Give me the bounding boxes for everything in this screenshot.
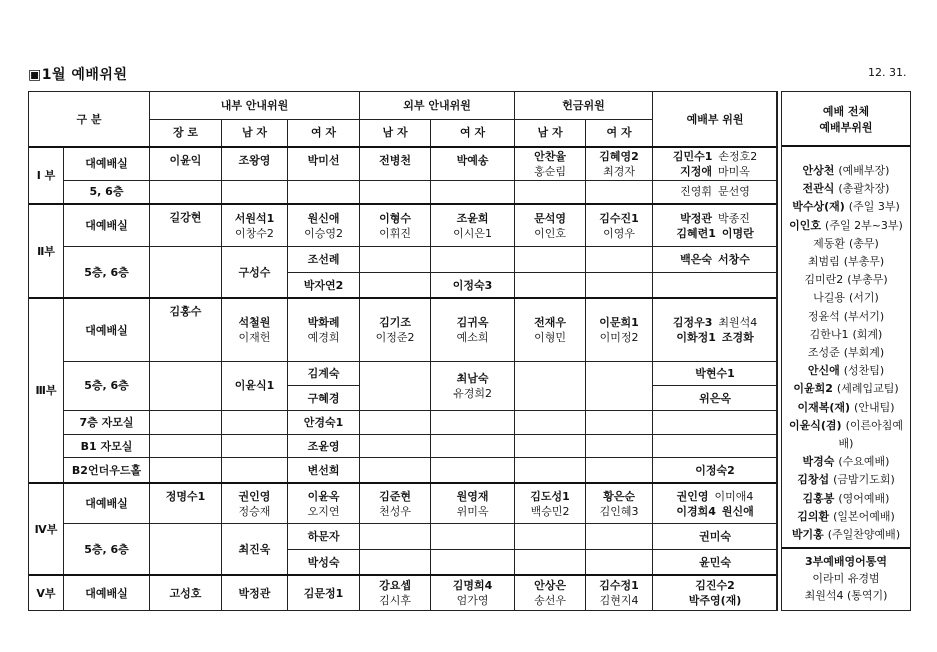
location-cell: 대예배실 bbox=[64, 483, 150, 524]
location-cell: 대예배실 bbox=[64, 204, 150, 247]
committee-member bbox=[782, 362, 910, 380]
committee-member bbox=[782, 490, 910, 508]
inner-usher-header: 내부 안내위원 bbox=[150, 92, 360, 120]
person-name: 김기조 bbox=[379, 316, 411, 330]
table-row bbox=[29, 361, 778, 386]
elder-header: 장 로 bbox=[150, 119, 222, 147]
table-row bbox=[29, 147, 778, 180]
person-name: 이형수 bbox=[379, 211, 411, 225]
inner-female-cell: 김계숙 bbox=[288, 361, 360, 386]
side-header-line: 예배부위원 bbox=[819, 121, 873, 134]
table-row bbox=[29, 434, 778, 458]
location-cell: 대예배실 bbox=[64, 147, 150, 180]
committee-member bbox=[782, 217, 910, 235]
person-name: 김인혜3 bbox=[599, 504, 639, 518]
worship-committee-header: 예배부 위원 bbox=[653, 92, 778, 148]
part-label: Ⅲ부 bbox=[29, 298, 64, 482]
outer-female-cell bbox=[431, 361, 515, 410]
member-role: (총무) bbox=[849, 236, 879, 250]
person-name: 김현지4 bbox=[599, 594, 639, 608]
offering-male-cell bbox=[515, 204, 586, 247]
member-role: (부서기) bbox=[843, 309, 885, 323]
member-role: (주일 2부~3부) bbox=[825, 218, 903, 232]
person-name: 김도성1 bbox=[530, 489, 570, 503]
person-name: 이영우 bbox=[603, 226, 635, 240]
person-name: 김혜영2 bbox=[599, 149, 639, 163]
person-name: 이휘진 bbox=[379, 226, 411, 240]
member-role: (주일찬양예배) bbox=[827, 528, 901, 542]
person-name: 서창수 bbox=[718, 253, 750, 267]
inner-female-cell: 김문정1 bbox=[288, 575, 360, 610]
member-name: 안상천 bbox=[802, 164, 835, 177]
committee-member bbox=[782, 253, 910, 271]
worship-cell: 박현수1 bbox=[653, 361, 778, 386]
outer-female-cell: 이정숙3 bbox=[431, 273, 515, 299]
inner-male-cell bbox=[222, 483, 288, 524]
page-title: ▣1월 예배위원 bbox=[28, 67, 128, 83]
outer-female-cell: 박예송 bbox=[431, 147, 515, 180]
person-name: 정승재 bbox=[238, 504, 271, 518]
inner-female-cell: 박성숙 bbox=[288, 550, 360, 576]
inner-female-cell bbox=[288, 298, 360, 361]
person-name: 이명란 bbox=[721, 226, 754, 240]
location-cell: 5층, 6층 bbox=[64, 361, 150, 410]
person-name: 이미정2 bbox=[599, 331, 639, 345]
person-name: 서원석1 bbox=[234, 211, 275, 225]
inner-male-cell: 박정관 bbox=[222, 575, 288, 610]
person-name: 최경자 bbox=[603, 164, 635, 178]
person-name: 김수정1 bbox=[599, 579, 639, 593]
person-name: 권인영 bbox=[238, 489, 271, 503]
inner-male-cell: 구성수 bbox=[222, 247, 288, 298]
member-name: 제동환 bbox=[813, 236, 846, 250]
person-name: 안상은 bbox=[534, 579, 566, 593]
committee-member bbox=[782, 326, 910, 344]
member-role: (주일 3부) bbox=[848, 200, 900, 214]
member-name: 조성준 bbox=[807, 346, 840, 360]
female-header: 여 자 bbox=[586, 119, 653, 147]
person-name: 홍순림 bbox=[534, 164, 566, 178]
outer-male-cell bbox=[360, 575, 431, 610]
committee-member bbox=[782, 526, 910, 544]
table-row bbox=[29, 204, 778, 247]
person-name: 원신애 bbox=[721, 504, 754, 518]
member-role: (예배부장) bbox=[838, 164, 890, 177]
male-header: 남 자 bbox=[360, 119, 431, 147]
worship-cell: 윤민숙 bbox=[653, 550, 778, 576]
member-name: 김창섭 bbox=[797, 473, 830, 487]
member-role: (부회계) bbox=[843, 346, 885, 360]
person-name: 황은순 bbox=[603, 489, 635, 503]
table-row bbox=[29, 483, 778, 524]
person-name: 백승민2 bbox=[530, 504, 570, 518]
offering-header: 헌금위원 bbox=[515, 92, 653, 120]
member-name: 박수상(재) bbox=[792, 200, 845, 214]
committee-member bbox=[782, 380, 910, 398]
member-role: (이른아침예배) bbox=[838, 418, 903, 451]
person-name: 문석영 bbox=[534, 211, 566, 225]
offering-male-cell bbox=[515, 483, 586, 524]
part-label: Ⅳ부 bbox=[29, 483, 64, 576]
person-name: 최원석4 bbox=[718, 316, 758, 330]
offering-male-cell bbox=[515, 147, 586, 180]
person-name: 손정호2 bbox=[718, 149, 758, 163]
worship-cell bbox=[653, 247, 778, 273]
location-cell: 5층, 6층 bbox=[64, 524, 150, 575]
part-label: Ⅱ부 bbox=[29, 204, 64, 299]
member-role: (세례입교팀) bbox=[836, 382, 899, 396]
person-name: 전재우 bbox=[534, 316, 566, 330]
member-name: 전관식 bbox=[802, 182, 835, 196]
person-name: 박종진 bbox=[718, 211, 750, 225]
location-cell: 5층, 6층 bbox=[64, 247, 150, 298]
member-role: (안내팀) bbox=[854, 400, 895, 414]
person-name: 마미옥 bbox=[718, 164, 750, 178]
member-name: 나길용 bbox=[813, 291, 846, 305]
inner-male-cell: 최진욱 bbox=[222, 524, 288, 575]
location-cell: B2언더우드홀 bbox=[64, 458, 150, 483]
worship-cell bbox=[653, 298, 778, 361]
committee-member bbox=[782, 399, 910, 417]
inner-female-cell: 조선례 bbox=[288, 247, 360, 273]
person-name: 이미애4 bbox=[714, 489, 754, 503]
elder-cell: 이윤익 bbox=[150, 147, 222, 180]
elder-cell: 김홍수 bbox=[150, 298, 222, 361]
side-header bbox=[782, 92, 910, 147]
inner-female-cell: 조윤영 bbox=[288, 434, 360, 458]
person-name: 이경희4 bbox=[676, 504, 716, 518]
member-role: (성찬팀) bbox=[843, 364, 885, 378]
person-name: 석철원 bbox=[238, 316, 271, 330]
location-cell: 대예배실 bbox=[64, 575, 150, 610]
member-role: (일본어예배) bbox=[833, 509, 895, 523]
worship-cell bbox=[653, 575, 778, 610]
committee-member bbox=[782, 344, 910, 362]
committee-member bbox=[782, 271, 910, 289]
person-name: 박정관 bbox=[680, 211, 713, 225]
inner-female-cell bbox=[288, 204, 360, 247]
table-row bbox=[29, 575, 778, 610]
person-name: 이승영2 bbox=[304, 226, 343, 240]
inner-male-cell bbox=[222, 298, 288, 361]
person-name: 유경희2 bbox=[453, 386, 492, 400]
member-name: 안신애 bbox=[807, 364, 840, 378]
committee-member bbox=[782, 308, 910, 326]
person-name: 김귀옥 bbox=[456, 316, 489, 330]
offering-male-cell bbox=[515, 575, 586, 610]
committee-member bbox=[782, 471, 910, 489]
interpreter-names: 이라미 유경범 bbox=[812, 572, 880, 585]
member-name: 이인호 bbox=[789, 218, 822, 232]
outer-female-cell bbox=[431, 483, 515, 524]
committee-list bbox=[782, 162, 910, 544]
person-name: 오지연 bbox=[307, 504, 340, 518]
person-name: 문선영 bbox=[718, 185, 750, 199]
person-name: 원영재 bbox=[456, 489, 489, 503]
member-role: (수요예배) bbox=[838, 455, 890, 469]
person-name: 이창수2 bbox=[235, 226, 274, 240]
outer-male-cell: 전병천 bbox=[360, 147, 431, 180]
person-name: 지정애 bbox=[680, 164, 713, 178]
person-name: 백은숙 bbox=[680, 253, 713, 267]
person-name: 천성우 bbox=[379, 504, 411, 518]
person-name: 조윤희 bbox=[456, 211, 489, 225]
table-row bbox=[29, 524, 778, 550]
person-name: 예경희 bbox=[307, 331, 340, 345]
committee-member bbox=[782, 235, 910, 253]
inner-female-cell bbox=[288, 483, 360, 524]
committee-member bbox=[782, 180, 910, 198]
committee-member bbox=[782, 162, 910, 180]
person-name: 김진수2 bbox=[695, 579, 735, 593]
committee-member bbox=[782, 289, 910, 307]
gubun-header: 구 분 bbox=[29, 92, 150, 148]
member-name: 이재복(재) bbox=[797, 400, 851, 414]
worship-cell: 위은옥 bbox=[653, 386, 778, 411]
person-name: 김수진1 bbox=[599, 211, 639, 225]
person-name: 이시은1 bbox=[453, 226, 492, 240]
inner-female-cell: 구혜경 bbox=[288, 386, 360, 411]
interpreter-title: 3부예배영어통역 bbox=[804, 555, 888, 568]
elder-cell: 길강현 bbox=[150, 204, 222, 247]
member-role: (영어예배) bbox=[838, 491, 890, 505]
committee-member bbox=[782, 198, 910, 216]
interpreter-box bbox=[782, 547, 910, 610]
member-role: (회계) bbox=[852, 327, 883, 341]
committee-member bbox=[782, 453, 910, 471]
male-header: 남 자 bbox=[222, 119, 288, 147]
person-name: 김명희4 bbox=[452, 579, 493, 593]
location-cell: 대예배실 bbox=[64, 298, 150, 361]
outer-male-cell bbox=[360, 483, 431, 524]
member-role: (금밤기도회) bbox=[833, 473, 895, 487]
offering-female-cell bbox=[586, 483, 653, 524]
person-name: 원신애 bbox=[307, 211, 340, 225]
member-name: 김의환 bbox=[797, 509, 830, 523]
table-row bbox=[29, 458, 778, 483]
male-header: 남 자 bbox=[515, 119, 586, 147]
member-role: (총괄차장) bbox=[838, 182, 890, 196]
member-role: (부총무) bbox=[843, 255, 885, 269]
offering-female-cell bbox=[586, 575, 653, 610]
person-name: 박주영(재) bbox=[688, 594, 742, 608]
location-cell: B1 자모실 bbox=[64, 434, 150, 458]
outer-usher-header: 외부 안내위원 bbox=[360, 92, 515, 120]
person-name: 김시후 bbox=[379, 594, 411, 608]
worship-cell: 권미숙 bbox=[653, 524, 778, 550]
inner-male-cell: 이윤식1 bbox=[222, 361, 288, 410]
person-name: 박화례 bbox=[307, 316, 340, 330]
worship-cell bbox=[653, 483, 778, 524]
outer-female-cell bbox=[431, 575, 515, 610]
person-name: 이정준2 bbox=[375, 331, 415, 345]
member-name: 이윤희2 bbox=[793, 382, 833, 396]
person-name: 이인호 bbox=[534, 226, 566, 240]
member-role: (부총무) bbox=[847, 273, 888, 287]
worship-cell bbox=[653, 204, 778, 247]
interpreter-names: 최원석4 (통역기) bbox=[804, 589, 888, 602]
member-name: 김한나1 bbox=[809, 327, 849, 341]
person-name: 최남숙 bbox=[456, 371, 489, 385]
person-name: 이윤옥 bbox=[307, 489, 340, 503]
person-name: 이문희1 bbox=[599, 316, 639, 330]
outer-female-cell bbox=[431, 298, 515, 361]
offering-female-cell bbox=[586, 204, 653, 247]
outer-male-cell bbox=[360, 204, 431, 247]
inner-male-cell: 조왕영 bbox=[222, 147, 288, 180]
person-name: 김준현 bbox=[379, 489, 411, 503]
member-name: 박기홍 bbox=[791, 528, 824, 542]
inner-female-cell: 안경숙1 bbox=[288, 411, 360, 435]
worship-cell bbox=[653, 180, 778, 204]
table-row bbox=[29, 247, 778, 273]
offering-female-cell bbox=[586, 298, 653, 361]
person-name: 이화정1 bbox=[676, 331, 716, 345]
inner-female-cell: 변선희 bbox=[288, 458, 360, 483]
person-name: 조경화 bbox=[721, 331, 754, 345]
worship-cell bbox=[653, 147, 778, 180]
table-row bbox=[29, 411, 778, 435]
member-name: 박경숙 bbox=[802, 455, 835, 469]
member-name: 김미란2 bbox=[804, 273, 844, 287]
member-name: 이윤식(겸) bbox=[789, 418, 842, 432]
committee-member bbox=[782, 508, 910, 526]
person-name: 이재헌 bbox=[238, 331, 271, 345]
person-name: 엄가영 bbox=[456, 594, 489, 608]
worship-cell: 이정숙2 bbox=[653, 458, 778, 483]
location-cell: 5, 6층 bbox=[64, 180, 150, 204]
date-label: 12. 31. bbox=[868, 66, 907, 79]
inner-female-cell: 박자연2 bbox=[288, 273, 360, 299]
member-name: 김홍봉 bbox=[802, 491, 835, 505]
side-header-line: 예배 전체 bbox=[822, 105, 870, 118]
elder-cell: 정명수1 bbox=[150, 483, 222, 524]
person-name: 김정우3 bbox=[672, 316, 713, 330]
person-name: 송선우 bbox=[534, 594, 566, 608]
elder-cell: 고성호 bbox=[150, 575, 222, 610]
outer-male-cell bbox=[360, 298, 431, 361]
schedule-table bbox=[28, 91, 778, 611]
member-name: 최범림 bbox=[807, 255, 840, 269]
female-header: 여 자 bbox=[288, 119, 360, 147]
offering-male-cell bbox=[515, 298, 586, 361]
person-name: 권인영 bbox=[676, 489, 709, 503]
person-name: 진영휘 bbox=[680, 185, 713, 199]
table-row bbox=[29, 298, 778, 361]
location-cell: 7층 자모실 bbox=[64, 411, 150, 435]
inner-female-cell: 하문자 bbox=[288, 524, 360, 550]
person-name: 예소희 bbox=[456, 331, 489, 345]
inner-male-cell bbox=[222, 204, 288, 247]
table-row bbox=[29, 180, 778, 204]
inner-female-cell: 박미선 bbox=[288, 147, 360, 180]
part-label: I 부 bbox=[29, 147, 64, 204]
female-header: 여 자 bbox=[431, 119, 515, 147]
person-name: 안찬율 bbox=[534, 149, 566, 163]
member-role: (서기) bbox=[849, 291, 879, 305]
member-name: 정윤석 bbox=[807, 309, 840, 323]
offering-female-cell bbox=[586, 147, 653, 180]
person-name: 이형민 bbox=[534, 331, 566, 345]
person-name: 김민수1 bbox=[672, 149, 713, 163]
committee-member bbox=[782, 417, 910, 453]
outer-female-cell bbox=[431, 204, 515, 247]
person-name: 강요셉 bbox=[379, 579, 411, 593]
side-panel bbox=[781, 91, 911, 611]
person-name: 위미옥 bbox=[456, 504, 489, 518]
person-name: 김혜련1 bbox=[676, 226, 716, 240]
header-row bbox=[29, 92, 778, 120]
part-label: Ⅴ부 bbox=[29, 575, 64, 610]
